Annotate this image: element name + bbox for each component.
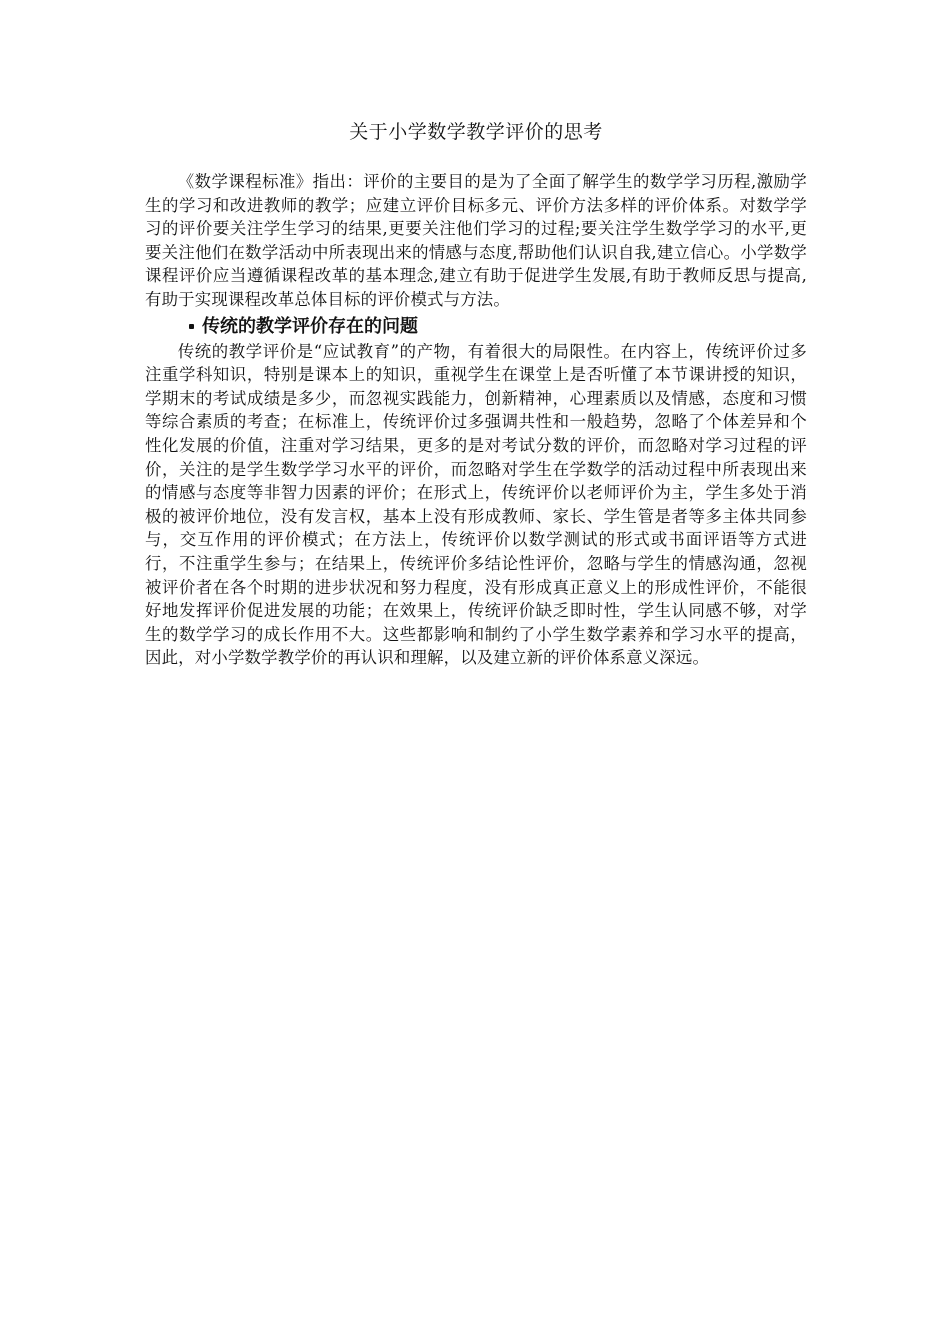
section-heading — [189, 314, 807, 340]
document-title: 关于小学数学教学评价的思考 — [349, 121, 603, 143]
intro-paragraph: 《数学课程标准》指出：评价的主要目的是为了全面了解学生的数学学习历程,激励学生的学习和改进教师的教学；应建立评价目标多元、评价方法多样的评价体系。对数学学习的评价要关注学生学习的结果,更要关注他们学习的过程;要关注学生数学学习的水平,更要关注他们在数学活动中所表现出来的情感与态度,帮助他们认识自我,建立信心。小学数学课程评价应当遵循课程改革的基本理念,建立有助于促进学生发展,有助于教师反思与提高,有助于实现课程改革总体目标的评价模式与方法。 — [145, 172, 807, 309]
document-page — [145, 118, 807, 670]
section-paragraph: 传统的教学评价是“应试教育”的产物，有着很大的局限性。在内容上，传统评价过多注重学科知识，特别是课本上的知识，重视学生在课堂上是否听懂了本节课讲授的知识，学期末的考试成绩是多少，而忽视实践能力，创新精神，心理素质以及情感，态度和习惯等综合素质的考查；在标准上，传统评价过多强调共性和一般趋势，忽略了个体差异和个性化发展的价值，注重对学习结果，更多的是对考试分数的评价，而忽略对学习过程的评价，关注的是学生数学学习水平的评价，而忽略对学生在学数学的活动过程中所表现出来的情感与态度等非智力因素的评价；在形式上，传统评价以老师评价为主，学生多处于消极的被评价地位，没有发言权，基本上没有形成教师、家长、学生管是者等多主体共同参与，交互作用的评价模式；在方法上，传统评价以数学测试的形式或书面评语等方式进行，不注重学生参与；在结果上，传统评价多结论性评价，忽略与学生的情感沟通，忽视被评价者在各个时期的进步状况和努力程度，没有形成真正意义上的形成性评价，不能很好地发挥评价促进发展的功能；在效果上，传统评价缺乏即时性，学生认同感不够，对学生的数学学习的成长作用不大。这些都影响和制约了小学生数学素养和学习水平的提高，因此，对小学数学教学价的再认识和理解，以及建立新的评价体系意义深远。 — [145, 341, 807, 668]
section-heading-text: 传统的教学评价存在的问题 — [202, 315, 418, 337]
bullet-icon — [189, 324, 194, 329]
